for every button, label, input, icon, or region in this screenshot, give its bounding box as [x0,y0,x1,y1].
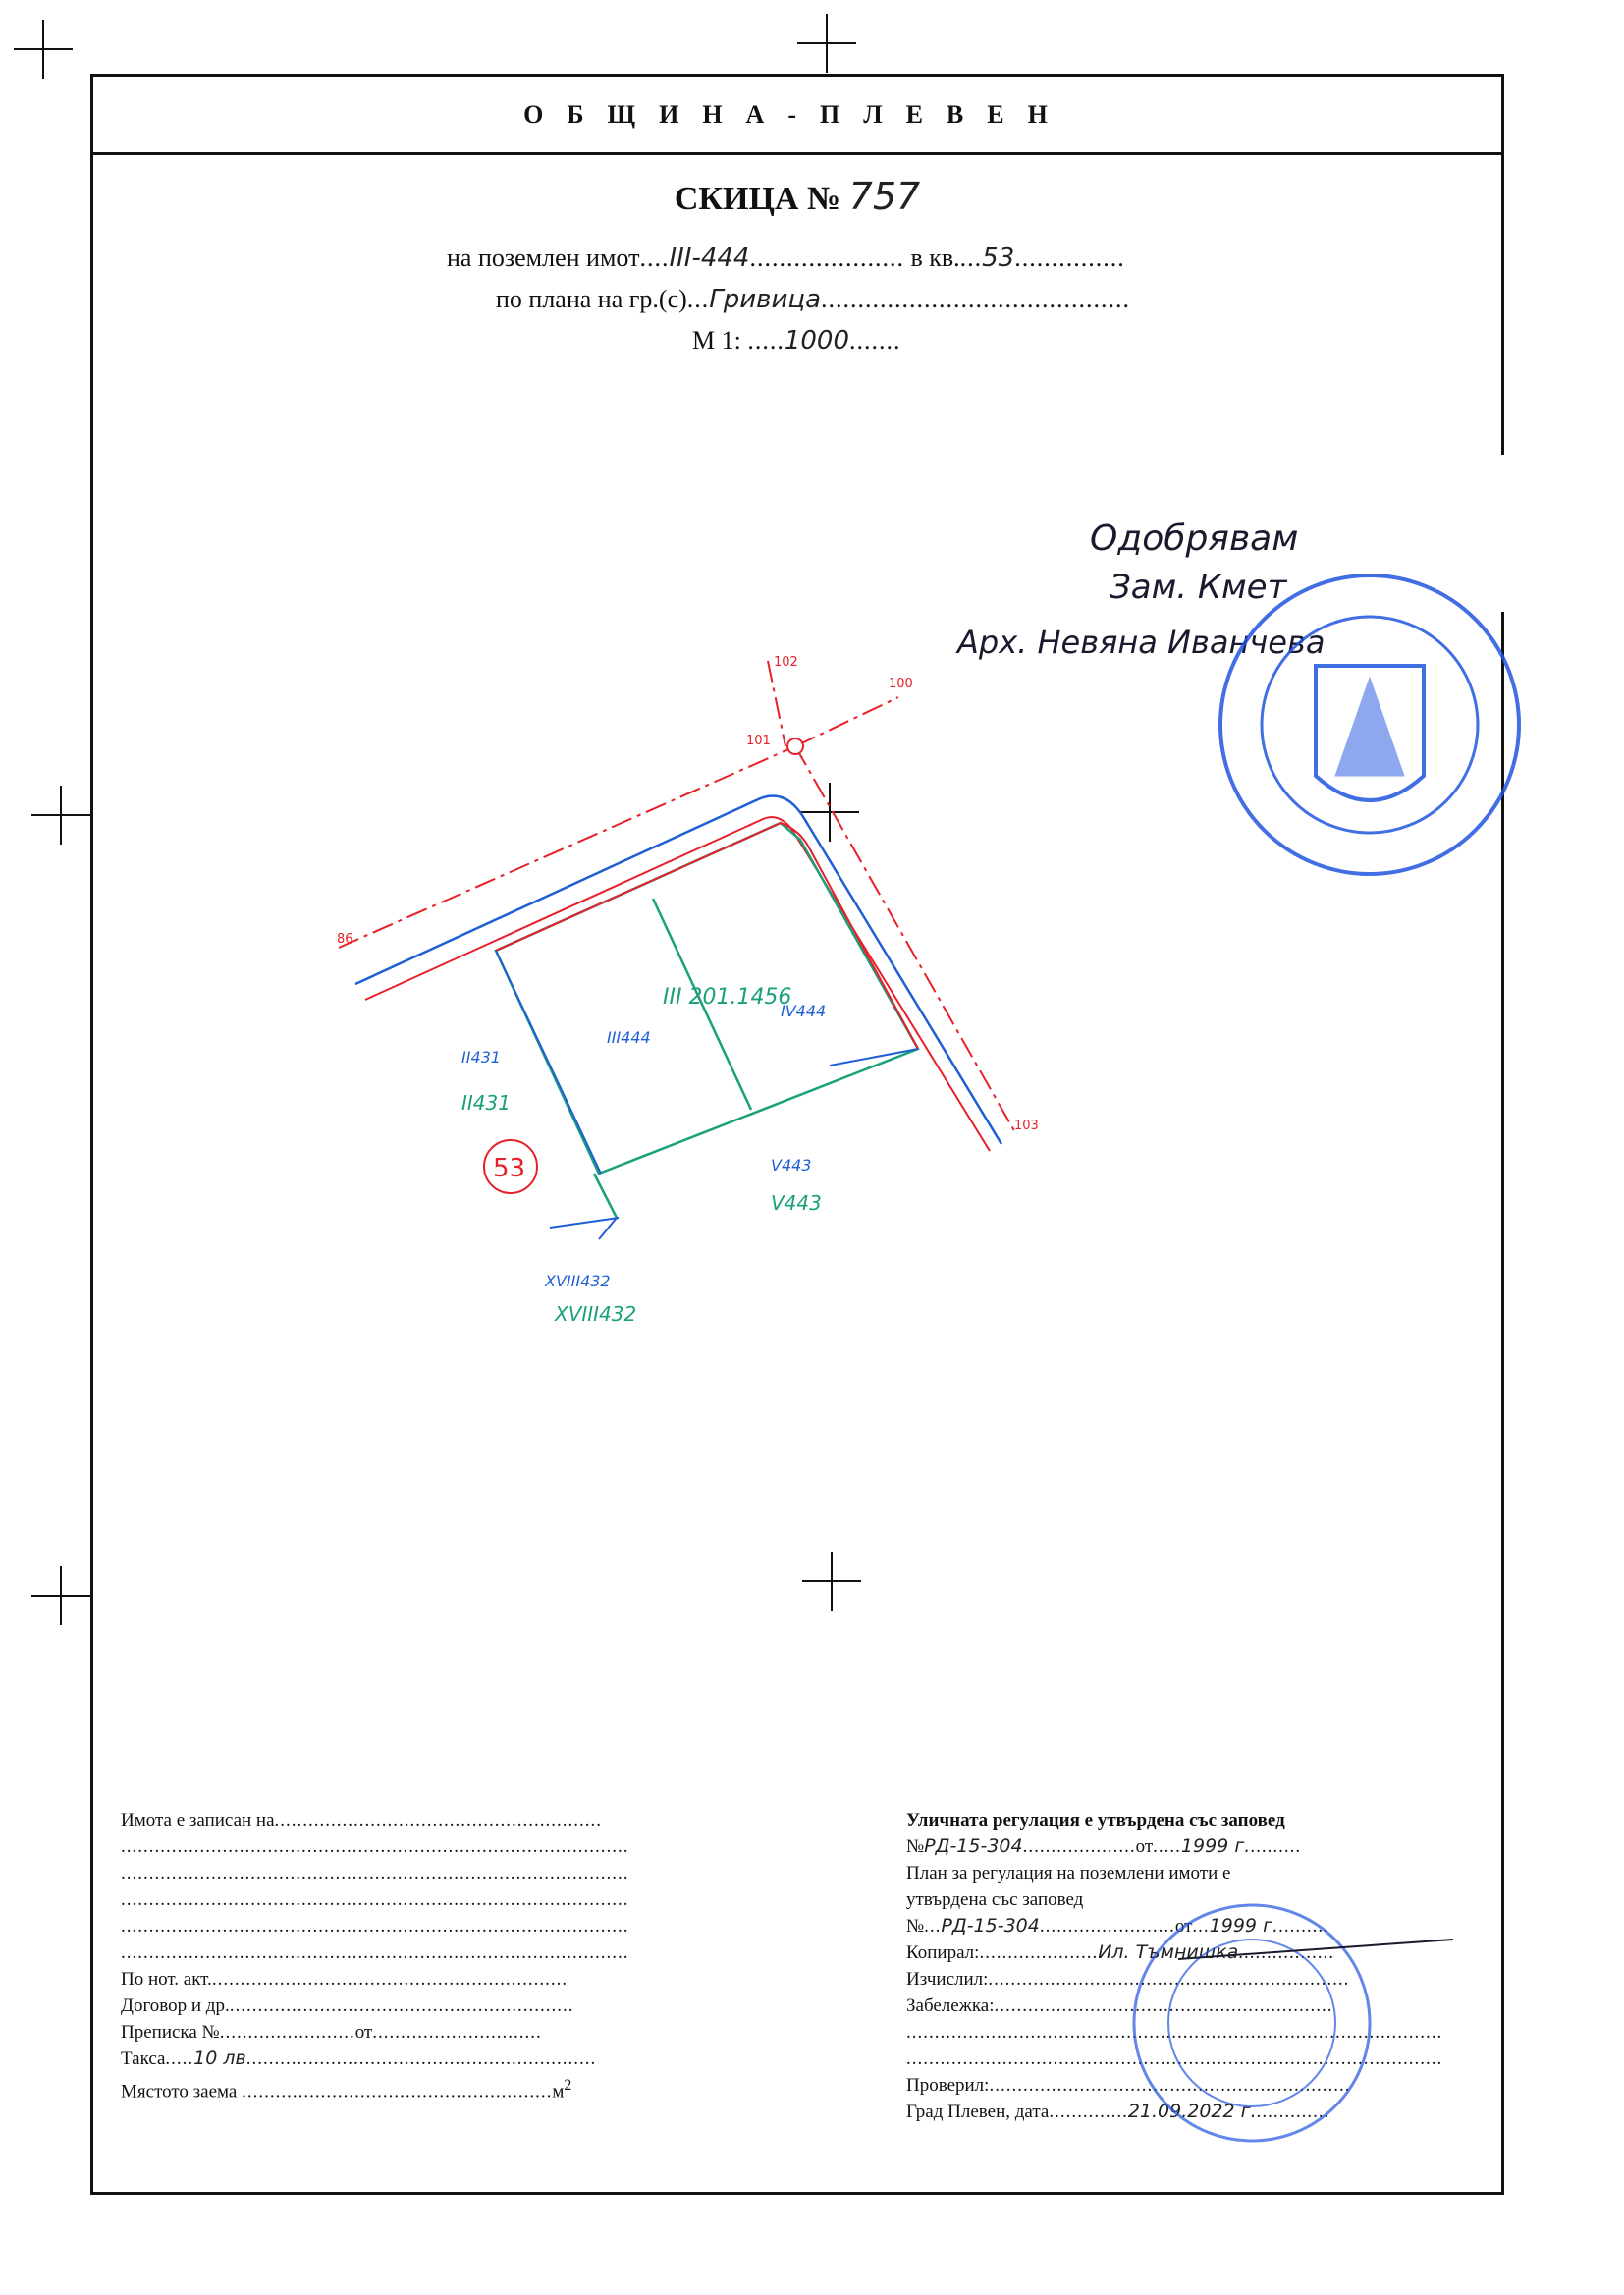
municipality-title: ОБЩИНА-ПЛЕВЕН [523,99,1071,129]
copied-label: Копирал: [906,1942,980,1963]
lot-ii-blue-label: II431 [461,1048,501,1066]
plan-value: Гривица [709,285,822,314]
lot-value: III-444 [669,244,750,273]
area-unit-sup: 2 [564,2077,572,2094]
fee-label: Такса [121,2049,166,2069]
transcript-label: Преписка № [121,2022,220,2043]
point-label-103: 103 [1014,1119,1039,1133]
contract-label: Договор и др. [121,1995,230,2016]
plan-reg-label-2: утвърдена със заповед [906,1889,1084,1910]
point-label-100: 100 [889,677,913,691]
lot-v-green-label: V443 [771,1191,822,1215]
lot-xviii-blue-label: XVIII432 [545,1272,611,1290]
area-unit: м [552,2081,565,2103]
point-label-101: 101 [746,734,771,748]
lot-v-blue-label: V443 [771,1156,812,1175]
notary-label: По нот. акт. [121,1969,212,1990]
street-order-year: 1999 г. [1180,1835,1251,1857]
lot-xviii-green-label: XVIII432 [555,1302,637,1326]
registration-mark [797,14,856,73]
sketch-title [93,175,1501,218]
copied-value: Ил. Тъмнишка [1098,1941,1239,1963]
lot-line: на поземлен имот....III-444..................... в кв....53............... [447,244,1125,273]
lot-label: на поземлен имот [447,244,640,272]
plan-order-year: 1999 г. [1209,1915,1279,1937]
block-circle-label: 53 [493,1154,526,1183]
approval-line-1: Одобрявам [1090,519,1299,559]
registration-mark [31,786,90,845]
point-label-86: 86 [337,932,353,947]
ownership-block: Имота е записан на.......................................................... .......................................................................................... .......................................................................................... .......................................................................................... .......................................................................................... .......................................................................................... По нот. акт................................................................ Договор и др.............................................................. Преписка №........................от.............................. Такса.....10 лв.............................................................. Мястото заема $.......................................................м^2$ [121,1810,629,2103]
lot-iv-label: IV444 [781,1002,827,1020]
plan-reg-label-1: План за регулация на поземлени имоти е [906,1863,1231,1884]
from-label: от [1174,1916,1193,1937]
plan-line: по плана на гр.(с)...Гривица.......................................... [496,285,1131,314]
note-label: Забележка: [906,1995,995,2016]
point-label-102: 102 [774,655,798,670]
lot-iii-label: III444 [607,1028,651,1047]
from-label: от [1135,1836,1154,1857]
registration-mark [31,1566,90,1625]
registration-mark [14,20,73,79]
regulation-block: Уличната регулация е утвърдена със заповед №РД-15-304....................от.....1999 г.......... План за регулация на поземлени имоти е утвърдена със заповед №...РД-15-304........................от...1999 г.......... Копирал:.....................Ил. Тъмнишка................. Изчислил:................................................................ Забележка:............................................................ ............................................................................................... ............................................................................................... Проверил:................................................................ Град Плевен, дата..............21.09.2022 г.............. [906,1807,1456,2125]
header-bar [93,77,1501,155]
fee-value: 10 лв [193,2048,246,2069]
scale-line: М 1: .....1000....... [692,326,901,355]
approval-line-3: Арх. Невяна Иванчева [957,624,1326,661]
scale-value: 1000 [784,326,850,355]
date-value: 21.09.2022 г. [1127,2101,1257,2122]
lot-main-label: III 201.1456 [663,985,792,1010]
area-label: Мястото заема [121,2081,238,2103]
plan-label: по плана на гр.(с) [496,285,687,313]
approval-line-2: Зам. Кмет [1110,568,1287,607]
block-value: 53 [982,244,1015,273]
document-frame [90,74,1504,2195]
checked-label: Проверил: [906,2075,990,2096]
from-label: от [354,2022,373,2043]
block-label: в кв. [910,244,960,272]
sketch-number: 757 [848,175,921,218]
street-order-no: РД-15-304 [924,1835,1023,1857]
calculated-label: Изчислил: [906,1969,989,1990]
redaction-patch [1321,455,1517,612]
lot-ii-green-label: II431 [461,1091,511,1115]
no-label: № [906,1916,925,1937]
recorded-label: Имота е записан на [121,1810,275,1831]
title-prefix: СКИЦА № [674,181,841,217]
plan-order-no: РД-15-304 [941,1915,1040,1937]
scale-label: М 1: [692,326,741,355]
city-date-label: Град Плевен, дата [906,2102,1050,2122]
street-reg-label: Уличната регулация е утвърдена със заповед [906,1810,1285,1831]
no-label: № [906,1836,925,1857]
